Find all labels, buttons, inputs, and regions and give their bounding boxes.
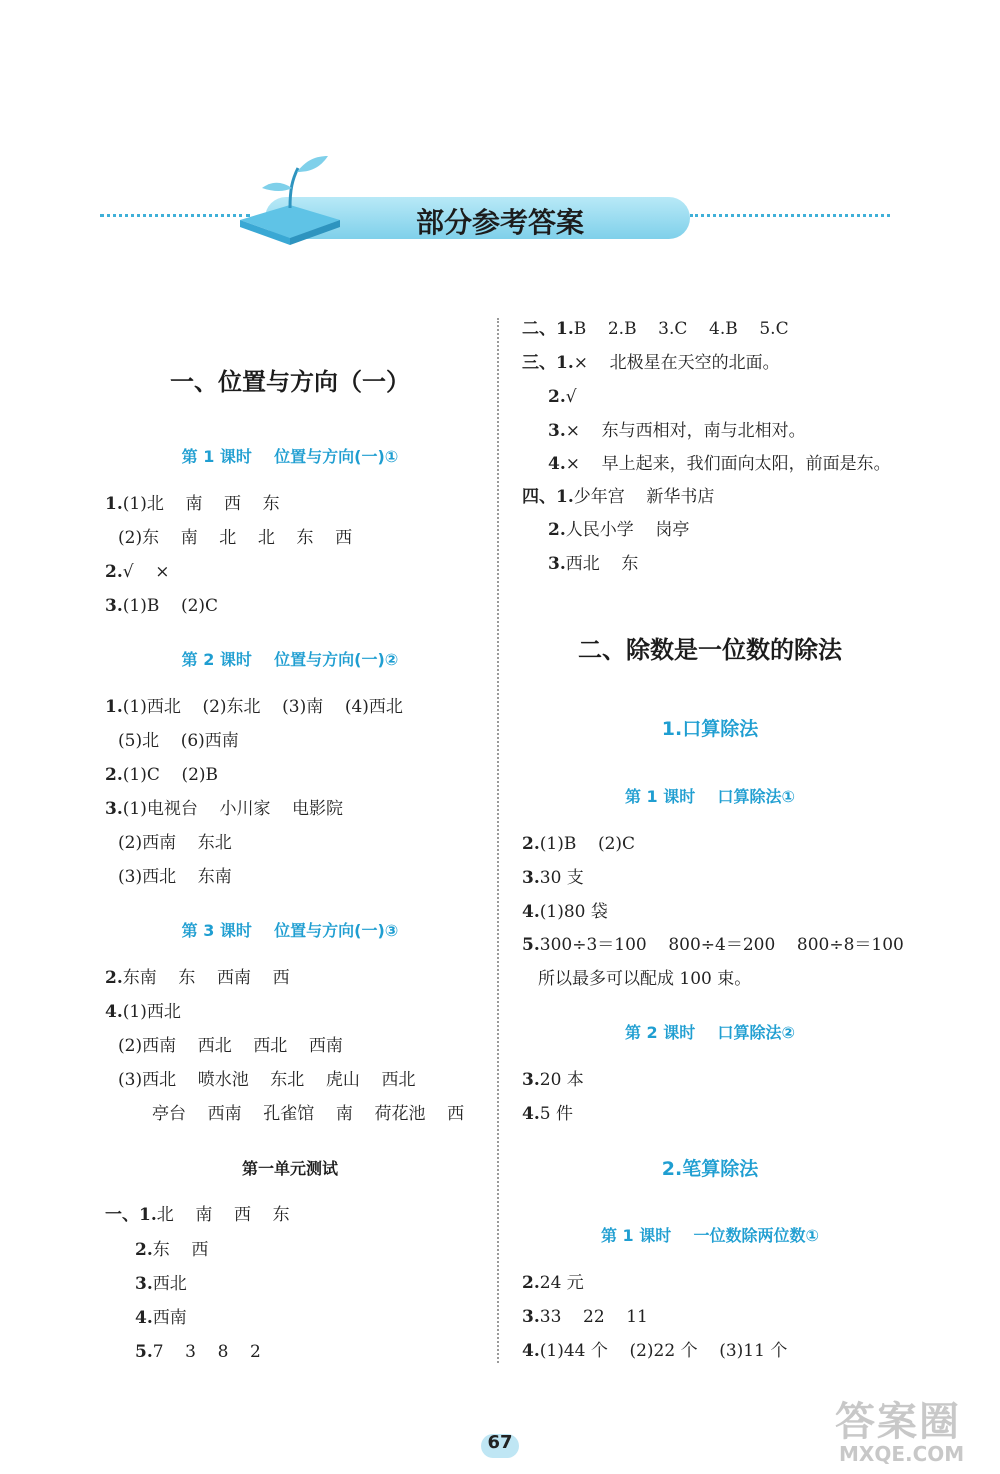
answer-line: (5)北 (6)西南 (118, 731, 239, 751)
answer-line: (2)东 南 北 北 东 西 (118, 528, 353, 548)
answer-line: 3.30 支 (522, 868, 584, 888)
answer-line: 一、1.北 南 西 东 (105, 1205, 290, 1225)
page-title: 部分参考答案 (415, 206, 584, 239)
answer-line: 亭台 西南 孔雀馆 南 荷花池 西 (152, 1104, 465, 1124)
page-number: 67 (487, 1432, 513, 1453)
answer-line: 4.(1)西北 (105, 1002, 181, 1022)
answer-line: 2.东南 东 西南 西 (105, 968, 290, 988)
dotted-rule-left (100, 214, 250, 217)
column-divider (497, 318, 499, 1363)
lesson-title-1-2: 第 2 课时 位置与方向(一)② (181, 650, 399, 669)
answer-line: 1.(1)西北 (2)东北 (3)南 (4)西北 (105, 697, 403, 717)
answer-line: 3.33 22 11 (522, 1307, 648, 1327)
answer-line: 四、1.少年宫 新华书店 (522, 487, 715, 507)
section-title-1: 一、位置与方向（一） (170, 368, 410, 396)
lesson-title-1-3: 第 3 课时 位置与方向(一)③ (181, 921, 399, 940)
answer-line: 3.西北 (135, 1274, 187, 1294)
answer-line: 2.√ (548, 387, 577, 407)
part-title-1: 1.口算除法 (661, 718, 759, 740)
answer-line: 4.(1)80 袋 (522, 902, 608, 922)
answer-line: 5.7 3 8 2 (135, 1342, 261, 1362)
answer-line: 2.(1)C (2)B (105, 765, 219, 785)
answer-line: 2.人民小学 岗亭 (548, 520, 690, 540)
answer-line: 4.(1)44 个 (2)22 个 (3)11 个 (522, 1341, 788, 1361)
answer-line: 2.东 西 (135, 1240, 209, 1260)
book-sprout-icon (230, 150, 350, 250)
answer-line: 2.24 元 (522, 1273, 584, 1293)
answer-line: (2)西南 东北 (118, 833, 232, 853)
answer-line: 2.(1)B (2)C (522, 834, 636, 854)
answer-line: 3.× 东与西相对，南与北相对。 (548, 421, 806, 441)
section-title-2: 二、除数是一位数的除法 (578, 636, 842, 664)
watermark-logo: 答案圈 (835, 1399, 961, 1445)
header-banner (100, 150, 900, 250)
lesson-title-2-1: 第 1 课时 口算除法① (624, 787, 796, 806)
watermark (835, 1390, 995, 1470)
answer-line: 4.5 件 (522, 1104, 573, 1124)
answer-line: (3)西北 东南 (118, 867, 232, 887)
answer-line: 4.西南 (135, 1308, 187, 1328)
lesson-title-2-2: 第 2 课时 口算除法② (624, 1023, 796, 1042)
dotted-rule-right (690, 214, 890, 217)
answer-line: 1.(1)北 南 西 东 (105, 494, 280, 514)
part-title-2: 2.笔算除法 (661, 1158, 759, 1180)
watermark-url: MXQE.COM (839, 1442, 965, 1466)
answer-line: 3.(1)B (2)C (105, 596, 219, 616)
lesson-title-1-1: 第 1 课时 位置与方向(一)① (181, 447, 399, 466)
answer-line: 3.(1)电视台 小川家 电影院 (105, 799, 344, 819)
answer-line: 所以最多可以配成 100 束。 (538, 969, 752, 989)
answer-line: 5.300÷3＝100 800÷4＝200 800÷8＝100 (522, 935, 904, 955)
answer-line: (3)西北 喷水池 东北 虎山 西北 (118, 1070, 416, 1090)
answer-line: 3.西北 东 (548, 554, 639, 574)
answer-line: 三、1.× 北极星在天空的北面。 (522, 353, 780, 373)
answer-line: 4.× 早上起来，我们面向太阳，前面是东。 (548, 454, 891, 474)
answer-line: 3.20 本 (522, 1070, 584, 1090)
unit-test-title: 第一单元测试 (241, 1159, 338, 1178)
answer-line: 2.√ × (105, 562, 170, 582)
answer-line: (2)西南 西北 西北 西南 (118, 1036, 343, 1056)
lesson-title-2-3: 第 1 课时 一位数除两位数① (600, 1226, 820, 1245)
answer-line: 二、1.B 2.B 3.C 4.B 5.C (522, 319, 789, 339)
